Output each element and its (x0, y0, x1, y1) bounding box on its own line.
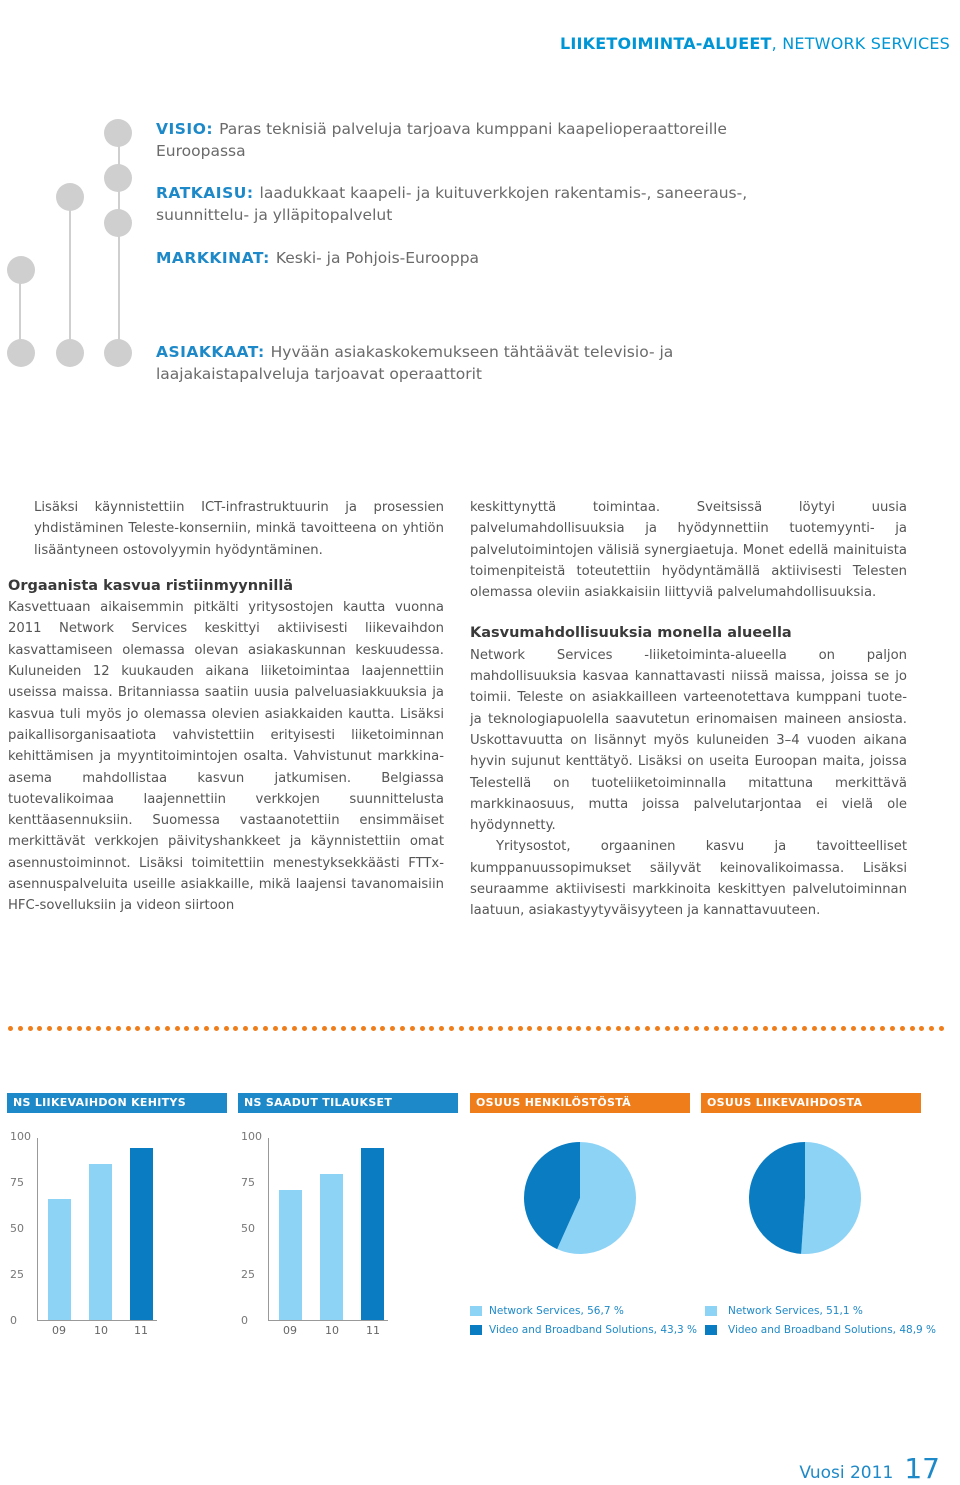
separator-dot (723, 1026, 728, 1031)
profile-text: Hyvään asiakaskokemukseen tähtäävät televisio- ja laajakaistapalveluja tarjoavat operaattorit (156, 343, 674, 383)
separator-dot (782, 1026, 787, 1031)
separator-dot (194, 1026, 199, 1031)
separator-dot (821, 1026, 826, 1031)
separator-dot (371, 1026, 376, 1031)
separator-dot (439, 1026, 444, 1031)
profile-label: RATKAISU: (156, 184, 254, 202)
separator-dot (410, 1026, 415, 1031)
separator-dot (753, 1026, 758, 1031)
separator-dot (145, 1026, 150, 1031)
profile-solution (156, 182, 776, 226)
separator-dot (341, 1026, 346, 1031)
separator-dot (57, 1026, 62, 1031)
legend-swatch-vbs (705, 1325, 717, 1335)
right-body-2: Yritysostot, orgaaninen kasvu ja tavoitteelliset kumppanuussopimukset säilyvät keinovalikoimassa. Lisäksi seuraamme aktiivisesti markkinoita keskittyen palvelutoiminnan laatuun, asiakastyytyväisyyteen ja kannattavuuteen. (470, 839, 907, 919)
separator-dot (880, 1026, 885, 1031)
separator-dot (763, 1026, 768, 1031)
separator-dot (665, 1026, 670, 1031)
x-tick: 11 (134, 1324, 148, 1337)
separator-dot (86, 1026, 91, 1031)
x-tick: 10 (94, 1324, 108, 1337)
legend-swatch-vbs (470, 1325, 482, 1335)
bar-11 (361, 1148, 384, 1320)
pie-chart-revenue-share (745, 1138, 865, 1258)
separator-dot (224, 1026, 229, 1031)
separator-dot (645, 1026, 650, 1031)
profile-markets (156, 247, 776, 269)
profile-label: MARKKINAT: (156, 249, 270, 267)
separator-dot (488, 1026, 493, 1031)
pie-chart-personnel (520, 1138, 640, 1258)
separator-dot (586, 1026, 591, 1031)
bar-09 (48, 1199, 71, 1320)
separator-dot (37, 1026, 42, 1031)
bar-10 (89, 1164, 112, 1320)
legend-ns: Network Services, 56,7 % (489, 1305, 624, 1317)
separator-dot (400, 1026, 405, 1031)
chart-title-revenue: NS LIIKEVAIHDON KEHITYS (7, 1093, 227, 1113)
separator-dot (674, 1026, 679, 1031)
separator-dot (851, 1026, 856, 1031)
separator-dot (684, 1026, 689, 1031)
right-body: Network Services -liiketoiminta-alueella on paljon mahdollisuuksia kasvaa kannattavasti niissä maissa, joissa se jo toimii. Teleste on asiakkailleen varteenotettava kumppani tuote- ja teknologiapuolella saavutetun erinomaisen maineen ansiosta. Uskottavuutta on lisännyt myös kuluneiden 3–4 vuoden aikana hyvin sujunut kenttätyö. Lisäksi on useita Euroopan maita, joissa Telestellä on tuoteliiketoiminnalla mitattuna merkittävä markkinaosuus, mutta joissa palvelutarjontaa ei vielä ole hyödynnetty. (470, 647, 907, 834)
separator-dot (831, 1026, 836, 1031)
separator-dot (106, 1026, 111, 1031)
right-heading: Kasvumahdollisuuksia monella alueella (470, 625, 792, 642)
separator-dot (743, 1026, 748, 1031)
bar-10 (320, 1174, 343, 1320)
timeline-line-2 (69, 198, 71, 355)
x-axis (268, 1320, 388, 1321)
dotted-separator (8, 1026, 952, 1034)
footer-label: Vuosi 2011 (799, 1463, 894, 1483)
separator-dot (547, 1026, 552, 1031)
timeline-dot (7, 339, 35, 367)
separator-dot (919, 1026, 924, 1031)
separator-dot (567, 1026, 572, 1031)
separator-dot (390, 1026, 395, 1031)
separator-dot (420, 1026, 425, 1031)
pie-slice-video-broadband (749, 1142, 805, 1254)
separator-dot (214, 1026, 219, 1031)
x-tick: 10 (325, 1324, 339, 1337)
separator-dot (714, 1026, 719, 1031)
separator-dot (812, 1026, 817, 1031)
y-axis (268, 1138, 269, 1321)
separator-dot (478, 1026, 483, 1031)
header-separator: , (771, 34, 777, 53)
chart-title-orders: NS SAADUT TILAUKSET (238, 1093, 458, 1113)
x-tick: 09 (52, 1324, 66, 1337)
profile-text: Paras teknisiä palveluja tarjoava kumppani kaapelioperaattoreille Euroopassa (156, 120, 727, 160)
separator-dot (361, 1026, 366, 1031)
separator-dot (184, 1026, 189, 1031)
header-unit: NETWORK SERVICES (782, 34, 950, 53)
y-tick: 50 (10, 1222, 24, 1235)
separator-dot (429, 1026, 434, 1031)
y-tick: 25 (10, 1268, 24, 1281)
separator-dot (508, 1026, 513, 1031)
x-axis (37, 1320, 157, 1321)
separator-dot (47, 1026, 52, 1031)
separator-dot (910, 1026, 915, 1031)
separator-dot (655, 1026, 660, 1031)
separator-dot (165, 1026, 170, 1031)
chart-title-personnel-share: OSUUS HENKILÖSTÖSTÄ (470, 1093, 690, 1113)
x-tick: 11 (366, 1324, 380, 1337)
separator-dot (8, 1026, 13, 1031)
separator-dot (273, 1026, 278, 1031)
y-tick: 50 (241, 1222, 255, 1235)
separator-dot (557, 1026, 562, 1031)
separator-dot (331, 1026, 336, 1031)
separator-dot (449, 1026, 454, 1031)
separator-dot (282, 1026, 287, 1031)
timeline-dot (104, 339, 132, 367)
separator-dot (469, 1026, 474, 1031)
separator-dot (802, 1026, 807, 1031)
y-tick: 100 (241, 1130, 262, 1143)
y-tick: 100 (10, 1130, 31, 1143)
profile-customers (156, 341, 696, 385)
separator-dot (625, 1026, 630, 1031)
left-column (8, 497, 444, 917)
separator-dot (537, 1026, 542, 1031)
separator-dot (596, 1026, 601, 1031)
profile-vision (156, 118, 776, 162)
pie-slice-network-services (801, 1142, 861, 1254)
right-column (470, 497, 907, 922)
separator-dot (616, 1026, 621, 1031)
y-tick: 0 (10, 1314, 17, 1327)
legend-swatch-ns (705, 1306, 717, 1316)
profile-label: VISIO: (156, 120, 214, 138)
separator-dot (576, 1026, 581, 1031)
timeline-dot (7, 256, 35, 284)
separator-dot (204, 1026, 209, 1031)
separator-dot (116, 1026, 121, 1031)
separator-dot (175, 1026, 180, 1031)
legend-swatch-ns (470, 1306, 482, 1316)
profile-label: ASIAKKAAT: (156, 343, 265, 361)
page-footer (799, 1452, 940, 1485)
timeline-dot (56, 339, 84, 367)
separator-dot (861, 1026, 866, 1031)
y-axis (37, 1138, 38, 1321)
separator-dot (380, 1026, 385, 1031)
separator-dot (18, 1026, 23, 1031)
separator-dot (96, 1026, 101, 1031)
bar-09 (279, 1190, 302, 1320)
separator-dot (322, 1026, 327, 1031)
separator-dot (243, 1026, 248, 1031)
profile-text: laadukkaat kaapeli- ja kuituverkkojen rakentamis-, saneeraus-, suunnittelu- ja ylläpitopalvelut (156, 184, 748, 224)
separator-dot (233, 1026, 238, 1031)
y-tick: 75 (241, 1176, 255, 1189)
separator-dot (292, 1026, 297, 1031)
separator-dot (253, 1026, 258, 1031)
bar-11 (130, 1148, 153, 1320)
left-intro: Lisäksi käynnistettiin ICT-infrastruktuurin ja prosessien yhdistäminen Teleste-konserniin, minkä tavoitteena on yhtiön lisääntyneen ostovolyymin hyödyntäminen. (34, 500, 444, 558)
separator-dot (126, 1026, 131, 1031)
separator-dot (704, 1026, 709, 1031)
separator-dot (459, 1026, 464, 1031)
separator-dot (518, 1026, 523, 1031)
timeline-dot (104, 119, 132, 147)
timeline-dot (104, 164, 132, 192)
right-intro: keskittynyttä toimintaa. Sveitsissä löytyi uusia palvelumahdollisuuksia ja hyödynnettiin tuotemyynti- ja palvelutoimintojen välisiä synergiaetuja. Monet edellä mainituista toimenpiteistä toteutettiin hyödyntämällä aktiivisesti Telesten olemassa oleviin asiakkaisiin liittyviä palvelumahdollisuuksia. (470, 500, 907, 601)
legend-vbs: Video and Broadband Solutions, 48,9 % (728, 1324, 937, 1336)
header-section: LIIKETOIMINTA-ALUEET (559, 34, 772, 53)
separator-dot (263, 1026, 268, 1031)
timeline-dot (104, 209, 132, 237)
separator-dot (890, 1026, 895, 1031)
separator-dot (900, 1026, 905, 1031)
left-heading: Orgaanista kasvua ristiinmyynnillä (8, 577, 294, 594)
separator-dot (351, 1026, 356, 1031)
separator-dot (870, 1026, 875, 1031)
separator-dot (929, 1026, 934, 1031)
separator-dot (694, 1026, 699, 1031)
legend-vbs: Video and Broadband Solutions, 43,3 % (489, 1324, 698, 1336)
separator-dot (635, 1026, 640, 1031)
profile-text: Keski- ja Pohjois-Eurooppa (275, 249, 480, 267)
y-tick: 75 (10, 1176, 24, 1189)
chart-title-revenue-share: OSUUS LIIKEVAIHDOSTA (701, 1093, 921, 1113)
x-tick: 09 (283, 1324, 297, 1337)
separator-dot (135, 1026, 140, 1031)
separator-dot (302, 1026, 307, 1031)
separator-dot (939, 1026, 944, 1031)
separator-dot (28, 1026, 33, 1031)
page-header (0, 34, 950, 53)
separator-dot (155, 1026, 160, 1031)
separator-dot (606, 1026, 611, 1031)
y-tick: 25 (241, 1268, 255, 1281)
separator-dot (527, 1026, 532, 1031)
timeline-dot (56, 183, 84, 211)
y-tick: 0 (241, 1314, 248, 1327)
separator-dot (67, 1026, 72, 1031)
separator-dot (498, 1026, 503, 1031)
separator-dot (312, 1026, 317, 1031)
separator-dot (841, 1026, 846, 1031)
separator-dot (792, 1026, 797, 1031)
legend-ns: Network Services, 51,1 % (728, 1305, 863, 1317)
left-body: Kasvettuaan aikaisemmin pitkälti yritysostojen kautta vuonna 2011 Network Services keskittyi aktiivisesti liikevaihdon kasvattamiseen olemassa olevan asiakaskunnan keskuudessa. Kuluneiden 12 kuukauden aikana liiketoimintaa laajennettiin useissa maissa. Britanniassa saatiin uusia palveluasiakkuuksia ja kasvua tuli myös jo olemassa olevien asiakkaiden kautta. Lisäksi paikallisorganisaatiota vahvistettiin erityisesti liiketoiminnan kehittämisen ja myyntitoimintojen osalta. Vahvistunut markkina-asema mahdollistaa kasvun jatkumisen. Belgiassa tuotevalikoimaa laajennettiin verkkojen suunnittelusta kenttäasennuksiin. Suomessa vastaanotettiin ensimmäiset merkittävät verkkojen päivityshankkeet ja käynnistettiin omat asennustoiminnot. Lisäksi toimitettiin menestyksekkäästi FTTx-asennuspalveluita useille asiakkaille, mikä laajensi tavanomaisiin HFC-sovelluksiin ja videon siirtoon (8, 600, 444, 914)
separator-dot (772, 1026, 777, 1031)
separator-dot (733, 1026, 738, 1031)
separator-dot (77, 1026, 82, 1031)
page-number: 17 (904, 1452, 940, 1485)
